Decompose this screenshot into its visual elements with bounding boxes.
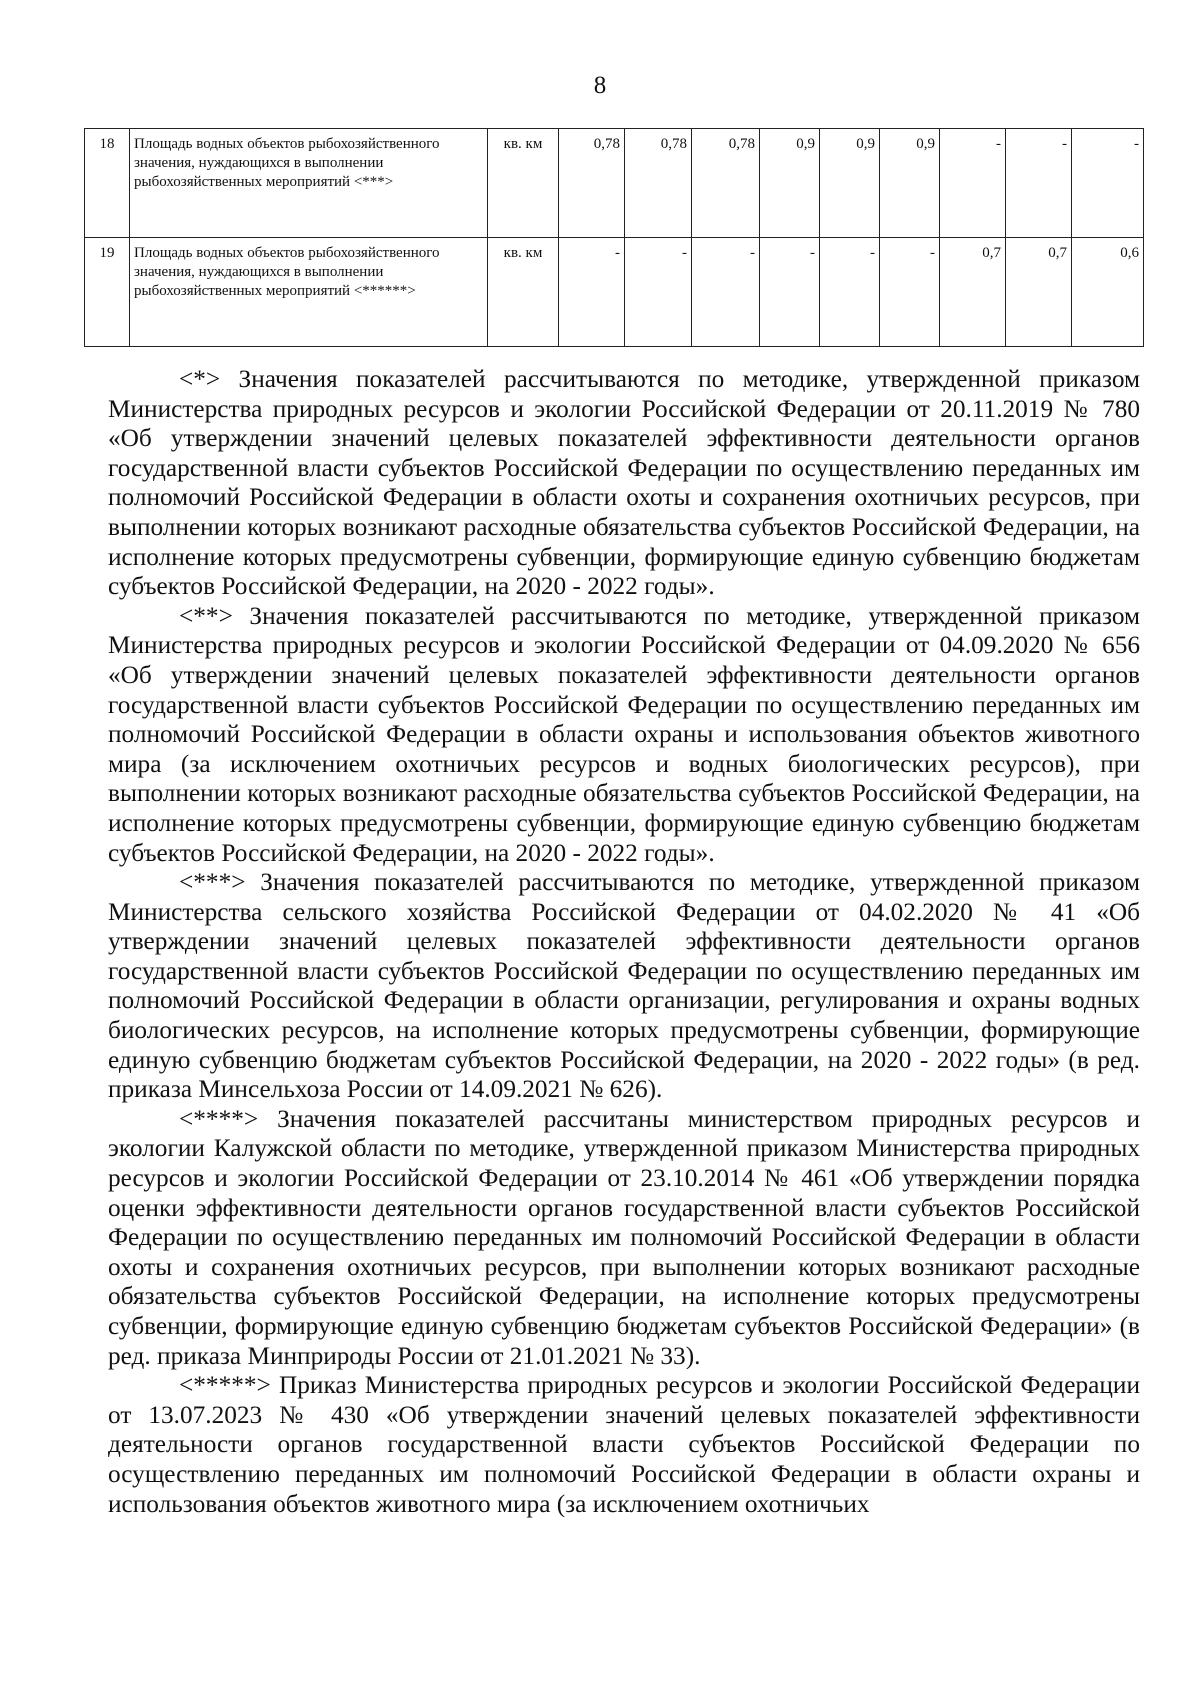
value-cell: 0,6: [1072, 238, 1144, 347]
indicator-name: Площадь водных объектов рыбохозяйственного значения, нуждающихся в выполнении рыбохозяйственных мероприятий <***>: [130, 129, 488, 238]
indicator-name: Площадь водных объектов рыбохозяйственного значения, нуждающихся в выполнении рыбохозяйственных мероприятий <******>: [130, 238, 488, 347]
row-number: 19: [85, 238, 130, 347]
table-row: [85, 238, 1144, 347]
footnote: <***> Значения показателей рассчитываются по методике, утвержденной приказом Министерства сельского хозяйства Российской Федерации от 04.02.2020 № 41 «Об утверждении значений целевых показателей эффективности деятельности органов государственной власти субъектов Российской Федерации по осуществлению переданных им полномочий Российской Федерации в области организации, регулирования и охраны водных биологических ресурсов, на исполнение которых предусмотрены субвенции, формирующие единую субвенцию бюджетам субъектов Российской Федерации, на 2020 - 2022 годы» (в ред. приказа Минсельхоза России от 14.09.2021 № 626).: [108, 868, 1140, 1104]
value-cell: 0,9: [880, 129, 940, 238]
value-cell: 0,78: [692, 129, 760, 238]
value-cell: -: [1072, 129, 1144, 238]
footnote: <*****> Приказ Министерства природных ресурсов и экологии Российской Федерации от 13.07.2023 № 430 «Об утверждении значений целевых показателей эффективности деятельности органов государственной власти субъектов Российской Федерации по осуществлению переданных им полномочий Российской Федерации в области охраны и использования объектов животного мира (за исключением охотничьих: [108, 1371, 1140, 1518]
value-cell: -: [625, 238, 692, 347]
value-cell: -: [760, 238, 820, 347]
footnote: <****> Значения показателей рассчитаны министерством природных ресурсов и экологии Калужской области по методике, утвержденной приказом Министерства природных ресурсов и экологии Российской Федерации от 23.10.2014 № 461 «Об утверждении порядка оценки эффективности деятельности органов государственной власти субъектов Российской Федерации по осуществлению переданных им полномочий Российской Федерации в области охоты и сохранения охотничьих ресурсов, при выполнении которых возникают расходные обязательства субъектов Российской Федерации, на исполнение которых предусмотрены субвенции, формирующие единую субвенцию бюджетам субъектов Российской Федерации» (в ред. приказа Минприроды России от 21.01.2021 № 33).: [108, 1104, 1140, 1370]
row-number: 18: [85, 129, 130, 238]
value-cell: 0,78: [559, 129, 625, 238]
value-cell: -: [559, 238, 625, 347]
value-cell: 0,7: [940, 238, 1006, 347]
footnote: <*> Значения показателей рассчитываются по методике, утвержденной приказом Министерства природных ресурсов и экологии Российской Федерации от 20.11.2019 № 780 «Об утверждении значений целевых показателей эффективности деятельности органов государственной власти субъектов Российской Федерации по осуществлению переданных им полномочий Российской Федерации в области охоты и сохранения охотничьих ресурсов, при выполнении которых возникают расходные обязательства субъектов Российской Федерации, на исполнение которых предусмотрены субвенции, формирующие единую субвенцию бюджетам субъектов Российской Федерации, на 2020 - 2022 годы».: [108, 365, 1140, 601]
unit-cell: кв. км: [488, 129, 559, 238]
value-cell: -: [1006, 129, 1072, 238]
table-row: [85, 129, 1144, 238]
value-cell: -: [880, 238, 940, 347]
value-cell: 0,9: [820, 129, 880, 238]
unit-cell: кв. км: [488, 238, 559, 347]
footnotes: [108, 365, 1140, 1519]
value-cell: 0,9: [760, 129, 820, 238]
value-cell: 0,78: [625, 129, 692, 238]
value-cell: -: [820, 238, 880, 347]
indicators-table: [84, 128, 1144, 347]
value-cell: -: [940, 129, 1006, 238]
page-number: 8: [593, 72, 607, 99]
footnote: <**> Значения показателей рассчитываются по методике, утвержденной приказом Министерства природных ресурсов и экологии Российской Федерации от 04.09.2020 № 656 «Об утверждении значений целевых показателей эффективности деятельности органов государственной власти субъектов Российской Федерации по осуществлению переданных им полномочий Российской Федерации в области охраны и использования объектов животного мира (за исключением охотничьих ресурсов и водных биологических ресурсов), при выполнении которых возникают расходные обязательства субъектов Российской Федерации, на исполнение которых предусмотрены субвенции, формирующие единую субвенцию бюджетам субъектов Российской Федерации, на 2020 - 2022 годы».: [108, 601, 1140, 867]
value-cell: -: [692, 238, 760, 347]
value-cell: 0,7: [1006, 238, 1072, 347]
